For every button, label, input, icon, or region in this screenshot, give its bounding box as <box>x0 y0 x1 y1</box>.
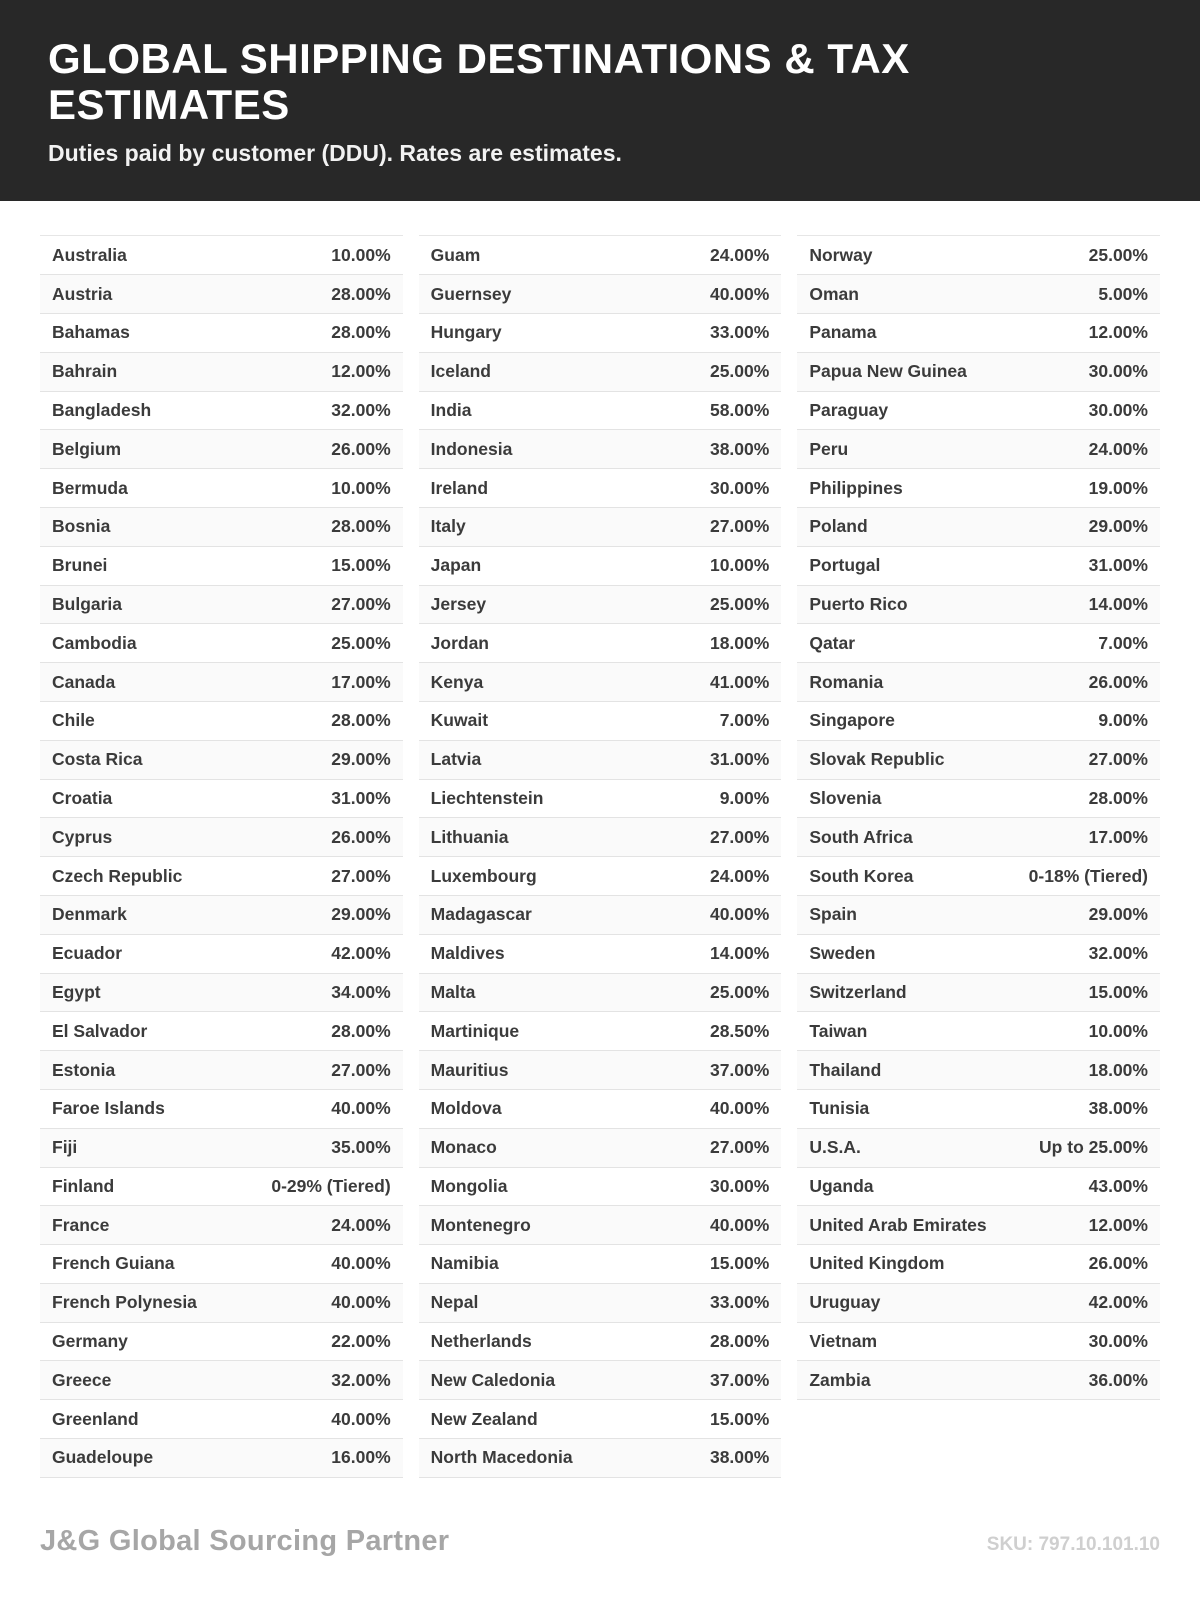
table-row <box>797 663 1160 702</box>
tax-rate: 40.00% <box>331 1292 391 1313</box>
tax-rate: 24.00% <box>331 1214 391 1235</box>
country-name: Maldives <box>430 943 505 964</box>
tax-rate: 28.00% <box>331 1020 391 1041</box>
table-row <box>419 818 782 857</box>
table-row <box>40 508 403 547</box>
table-row <box>419 586 782 625</box>
country-name: Kuwait <box>430 710 489 731</box>
country-name: South Korea <box>809 865 914 886</box>
table-row <box>40 741 403 780</box>
country-name: U.S.A. <box>809 1137 861 1158</box>
table-row <box>419 1439 782 1478</box>
tax-rate: 19.00% <box>1088 477 1148 498</box>
table-row <box>419 663 782 702</box>
table-row <box>40 780 403 819</box>
tax-rate: 28.00% <box>331 516 391 537</box>
tax-rate: 30.00% <box>1088 361 1148 382</box>
table-row <box>419 1206 782 1245</box>
tax-rate: 26.00% <box>1088 671 1148 692</box>
tax-rate: 10.00% <box>709 555 770 576</box>
table-row <box>797 624 1160 663</box>
table-row <box>40 1400 403 1439</box>
tax-rate: 12.00% <box>1088 1214 1148 1235</box>
tax-rate: 25.00% <box>331 632 391 653</box>
table-row <box>419 974 782 1013</box>
country-name: Norway <box>809 244 873 265</box>
country-name: New Caledonia <box>430 1369 556 1390</box>
country-name: Montenegro <box>430 1214 531 1235</box>
tax-rate: 9.00% <box>1098 710 1148 731</box>
country-name: Bosnia <box>52 516 111 537</box>
tax-rate: 7.00% <box>1098 632 1148 653</box>
country-name: United Kingdom <box>809 1253 945 1274</box>
table-row <box>419 702 782 741</box>
country-name: Poland <box>809 516 868 537</box>
country-name: Qatar <box>809 632 856 653</box>
country-name: French Polynesia <box>52 1292 197 1313</box>
country-name: Uganda <box>809 1175 874 1196</box>
country-name: Oman <box>809 283 859 304</box>
table-row <box>40 974 403 1013</box>
tax-rate: 40.00% <box>709 283 770 304</box>
tax-rate: 14.00% <box>1088 593 1148 614</box>
tax-rate: 27.00% <box>1088 749 1148 770</box>
table-row <box>797 935 1160 974</box>
tax-rate: 58.00% <box>709 399 770 420</box>
table-row <box>40 236 403 275</box>
header <box>0 0 1200 201</box>
tax-rate: 24.00% <box>709 244 770 265</box>
table-row <box>40 624 403 663</box>
country-name: Bermuda <box>52 477 128 498</box>
table-row <box>40 1323 403 1362</box>
table-row <box>797 353 1160 392</box>
tax-rate: 28.50% <box>709 1020 770 1041</box>
tax-rate: 30.00% <box>709 477 770 498</box>
tax-rate: 15.00% <box>1088 981 1148 1002</box>
country-name: Jordan <box>430 632 490 653</box>
table-row <box>419 469 782 508</box>
table-row <box>40 1439 403 1478</box>
country-name: Australia <box>52 244 127 265</box>
tax-rate: 27.00% <box>331 1059 391 1080</box>
table-row <box>797 1012 1160 1051</box>
table-row <box>419 430 782 469</box>
table-row <box>797 1206 1160 1245</box>
country-name: United Arab Emirates <box>809 1214 987 1235</box>
country-name: French Guiana <box>52 1253 175 1274</box>
country-name: India <box>430 399 472 420</box>
tax-rate: 40.00% <box>709 1214 770 1235</box>
country-name: Portugal <box>809 555 881 576</box>
country-name: Thailand <box>809 1059 882 1080</box>
table-row <box>797 741 1160 780</box>
tax-rate: 28.00% <box>709 1331 770 1352</box>
tax-rate: 32.00% <box>1088 943 1148 964</box>
country-name: Lithuania <box>430 826 509 847</box>
country-name: Croatia <box>52 787 113 808</box>
country-name: Paraguay <box>809 399 889 420</box>
tax-rate: 25.00% <box>709 361 770 382</box>
tax-rate: 27.00% <box>709 516 770 537</box>
footer <box>40 1525 1160 1558</box>
tax-rate: 27.00% <box>709 1137 770 1158</box>
tax-rate: 15.00% <box>709 1253 770 1274</box>
tax-rate: 30.00% <box>709 1175 770 1196</box>
tax-rate: 16.00% <box>331 1447 391 1468</box>
table-row <box>40 857 403 896</box>
table-row <box>419 1168 782 1207</box>
country-name: Denmark <box>52 904 127 925</box>
table-row <box>40 1206 403 1245</box>
tax-rate: 27.00% <box>709 826 770 847</box>
tax-rate: 9.00% <box>719 787 770 808</box>
table-row <box>797 1245 1160 1284</box>
tax-rate: 27.00% <box>331 593 391 614</box>
country-name: Switzerland <box>809 981 907 1002</box>
country-name: Latvia <box>430 749 482 770</box>
country-name: Madagascar <box>430 904 532 925</box>
country-name: Bahamas <box>52 322 130 343</box>
country-name: Chile <box>52 710 95 731</box>
table-row <box>797 508 1160 547</box>
table-row <box>797 1323 1160 1362</box>
tax-rate: 32.00% <box>331 399 391 420</box>
table-row <box>797 702 1160 741</box>
country-name: Bulgaria <box>52 593 123 614</box>
country-name: Nepal <box>430 1292 479 1313</box>
brand-name: J&G Global Sourcing Partner <box>40 1525 450 1557</box>
tax-rate: 27.00% <box>331 865 391 886</box>
country-name: Panama <box>809 322 877 343</box>
page-title: GLOBAL SHIPPING DESTINATIONS & TAX ESTIMATES <box>48 35 910 129</box>
table-row <box>797 1051 1160 1090</box>
table-row <box>419 1129 782 1168</box>
tax-rate: 29.00% <box>331 749 391 770</box>
country-name: Japan <box>430 555 482 576</box>
table-row <box>419 1245 782 1284</box>
country-name: Italy <box>430 516 466 537</box>
table-row <box>797 780 1160 819</box>
country-name: Kenya <box>430 671 484 692</box>
table-row <box>40 1090 403 1129</box>
table-row <box>797 1129 1160 1168</box>
table-row <box>40 547 403 586</box>
country-name: Puerto Rico <box>809 593 908 614</box>
country-name: Mongolia <box>430 1175 508 1196</box>
tax-rate: 40.00% <box>709 904 770 925</box>
tax-rate: 41.00% <box>709 671 770 692</box>
tax-rate: 28.00% <box>331 322 391 343</box>
tax-rate: 40.00% <box>709 1098 770 1119</box>
country-name: Sweden <box>809 943 876 964</box>
tax-rate: 18.00% <box>709 632 770 653</box>
country-name: Tunisia <box>809 1098 870 1119</box>
table-row <box>419 1051 782 1090</box>
tax-rate: 38.00% <box>709 1447 770 1468</box>
country-name: Austria <box>52 283 113 304</box>
table-row <box>797 275 1160 314</box>
table-row <box>797 974 1160 1013</box>
country-name: Philippines <box>809 477 903 498</box>
sku-label: SKU: 797.10.101.10 <box>986 1534 1160 1555</box>
tax-rate: 24.00% <box>1088 438 1148 459</box>
country-name: Belgium <box>52 438 122 459</box>
country-name: Spain <box>809 904 857 925</box>
table-row <box>419 392 782 431</box>
tax-rate: 35.00% <box>331 1137 391 1158</box>
tax-rate: 5.00% <box>1098 283 1148 304</box>
country-name: Bahrain <box>52 361 118 382</box>
tax-rate: 17.00% <box>1088 826 1148 847</box>
table-row <box>797 586 1160 625</box>
country-name: Slovak Republic <box>809 749 945 770</box>
country-name: Mauritius <box>430 1059 509 1080</box>
tax-rate: 25.00% <box>1088 244 1148 265</box>
table-row <box>40 1129 403 1168</box>
table-row <box>797 547 1160 586</box>
table-row <box>419 624 782 663</box>
country-name: Bangladesh <box>52 399 152 420</box>
country-name: Finland <box>52 1175 115 1196</box>
country-name: Faroe Islands <box>52 1098 165 1119</box>
tax-rate: 15.00% <box>709 1408 770 1429</box>
tax-rate: 37.00% <box>709 1059 770 1080</box>
table-row <box>40 1245 403 1284</box>
tax-rate: 43.00% <box>1088 1175 1148 1196</box>
tax-rate: 31.00% <box>331 787 391 808</box>
tax-rate: 38.00% <box>709 438 770 459</box>
table-row <box>40 702 403 741</box>
table-row <box>797 857 1160 896</box>
rate-column <box>797 235 1160 1400</box>
tax-rate: 29.00% <box>1088 904 1148 925</box>
country-name: Greece <box>52 1369 112 1390</box>
tax-rate: 42.00% <box>1088 1292 1148 1313</box>
country-name: Iceland <box>430 361 491 382</box>
tax-rate: 40.00% <box>331 1408 391 1429</box>
country-name: Jersey <box>430 593 487 614</box>
table-row <box>40 314 403 353</box>
table-row <box>419 275 782 314</box>
country-name: Germany <box>52 1331 128 1352</box>
tax-rate: 31.00% <box>709 749 770 770</box>
country-name: Peru <box>809 438 849 459</box>
table-row <box>40 818 403 857</box>
table-row <box>797 1284 1160 1323</box>
tax-rate: 40.00% <box>331 1098 391 1119</box>
tax-rate: 7.00% <box>719 710 770 731</box>
table-row <box>40 1012 403 1051</box>
country-name: Guernsey <box>430 283 512 304</box>
table-row <box>419 1400 782 1439</box>
tax-rate: 33.00% <box>709 1292 770 1313</box>
table-row <box>797 1090 1160 1129</box>
table-row <box>419 896 782 935</box>
country-name: Liechtenstein <box>430 787 544 808</box>
tax-rate: 26.00% <box>1088 1253 1148 1274</box>
country-name: Indonesia <box>430 438 513 459</box>
page-subtitle: Duties paid by customer (DDU). Rates are estimates. <box>48 140 622 167</box>
country-name: New Zealand <box>430 1408 538 1429</box>
country-name: North Macedonia <box>430 1447 573 1468</box>
table-row <box>419 1090 782 1129</box>
tax-rate: 28.00% <box>1088 787 1148 808</box>
table-row <box>419 547 782 586</box>
tax-rate: 14.00% <box>709 943 770 964</box>
table-row <box>419 935 782 974</box>
table-row <box>40 469 403 508</box>
tax-rate: 29.00% <box>331 904 391 925</box>
table-row <box>40 1168 403 1207</box>
table-row <box>797 469 1160 508</box>
country-name: Vietnam <box>809 1331 878 1352</box>
table-row <box>419 1012 782 1051</box>
country-name: Papua New Guinea <box>809 361 967 382</box>
tax-rate: 38.00% <box>1088 1098 1148 1119</box>
country-name: Slovenia <box>809 787 882 808</box>
country-name: Hungary <box>430 322 502 343</box>
tax-rate: 15.00% <box>331 555 391 576</box>
table-row <box>40 663 403 702</box>
tax-rate: 18.00% <box>1088 1059 1148 1080</box>
country-name: Martinique <box>430 1020 520 1041</box>
table-row <box>797 236 1160 275</box>
table-row <box>797 1361 1160 1400</box>
country-name: Canada <box>52 671 116 692</box>
table-row <box>40 353 403 392</box>
country-name: Singapore <box>809 710 895 731</box>
table-row <box>40 1284 403 1323</box>
table-row <box>419 508 782 547</box>
tax-rate: 10.00% <box>1088 1020 1148 1041</box>
table-row <box>419 857 782 896</box>
tax-rate: 10.00% <box>331 477 391 498</box>
tax-rate: 10.00% <box>331 244 391 265</box>
tax-rate: 33.00% <box>709 322 770 343</box>
country-name: Monaco <box>430 1137 497 1158</box>
country-name: Uruguay <box>809 1292 881 1313</box>
tax-rate: 29.00% <box>1088 516 1148 537</box>
rates-table <box>0 201 1200 1478</box>
tax-rate: 30.00% <box>1088 399 1148 420</box>
tax-rate: 34.00% <box>331 981 391 1002</box>
tax-rate: 36.00% <box>1088 1369 1148 1390</box>
country-name: Romania <box>809 671 884 692</box>
table-row <box>419 353 782 392</box>
tax-rate: 40.00% <box>331 1253 391 1274</box>
country-name: El Salvador <box>52 1020 148 1041</box>
country-name: Estonia <box>52 1059 116 1080</box>
tax-rate: Up to 25.00% <box>1039 1137 1148 1158</box>
table-row <box>40 586 403 625</box>
tax-rate: 25.00% <box>709 981 770 1002</box>
country-name: Zambia <box>809 1369 871 1390</box>
table-row <box>419 1323 782 1362</box>
tax-rate: 31.00% <box>1088 555 1148 576</box>
country-name: Malta <box>430 981 476 1002</box>
country-name: Ecuador <box>52 943 123 964</box>
country-name: Czech Republic <box>52 865 183 886</box>
country-name: France <box>52 1214 110 1235</box>
tax-rate: 26.00% <box>331 826 391 847</box>
tax-rate: 24.00% <box>709 865 770 886</box>
tax-rate: 17.00% <box>331 671 391 692</box>
table-row <box>797 314 1160 353</box>
table-row <box>419 236 782 275</box>
country-name: Fiji <box>52 1137 78 1158</box>
table-row <box>40 392 403 431</box>
country-name: Namibia <box>430 1253 499 1274</box>
table-row <box>797 430 1160 469</box>
tax-rate: 42.00% <box>331 943 391 964</box>
table-row <box>419 780 782 819</box>
country-name: Guam <box>430 244 481 265</box>
table-row <box>419 741 782 780</box>
table-row <box>419 1361 782 1400</box>
country-name: Moldova <box>430 1098 502 1119</box>
country-name: Taiwan <box>809 1020 868 1041</box>
tax-rate: 12.00% <box>1088 322 1148 343</box>
tax-rate: 0-18% (Tiered) <box>1028 865 1148 886</box>
tax-rate: 0-29% (Tiered) <box>271 1175 391 1196</box>
table-row <box>40 896 403 935</box>
tax-rate: 28.00% <box>331 283 391 304</box>
tax-rate: 37.00% <box>709 1369 770 1390</box>
tax-rate: 25.00% <box>709 593 770 614</box>
country-name: Greenland <box>52 1408 139 1429</box>
country-name: Brunei <box>52 555 108 576</box>
country-name: Luxembourg <box>430 865 537 886</box>
table-row <box>797 818 1160 857</box>
table-row <box>419 1284 782 1323</box>
tax-rate: 28.00% <box>331 710 391 731</box>
table-row <box>40 430 403 469</box>
table-row <box>419 314 782 353</box>
table-row <box>40 935 403 974</box>
tax-rate: 26.00% <box>331 438 391 459</box>
country-name: Costa Rica <box>52 749 143 770</box>
rate-column <box>419 235 782 1478</box>
table-row <box>40 275 403 314</box>
table-row <box>797 1168 1160 1207</box>
tax-rate: 12.00% <box>331 361 391 382</box>
table-row <box>797 392 1160 431</box>
country-name: Guadeloupe <box>52 1447 154 1468</box>
tax-rate: 30.00% <box>1088 1331 1148 1352</box>
table-row <box>40 1051 403 1090</box>
tax-rate: 32.00% <box>331 1369 391 1390</box>
country-name: Egypt <box>52 981 101 1002</box>
table-row <box>40 1361 403 1400</box>
country-name: Ireland <box>430 477 489 498</box>
tax-rate: 22.00% <box>331 1331 391 1352</box>
rate-column <box>40 235 403 1478</box>
country-name: Cambodia <box>52 632 137 653</box>
table-row <box>797 896 1160 935</box>
country-name: South Africa <box>809 826 913 847</box>
country-name: Netherlands <box>430 1331 532 1352</box>
country-name: Cyprus <box>52 826 113 847</box>
